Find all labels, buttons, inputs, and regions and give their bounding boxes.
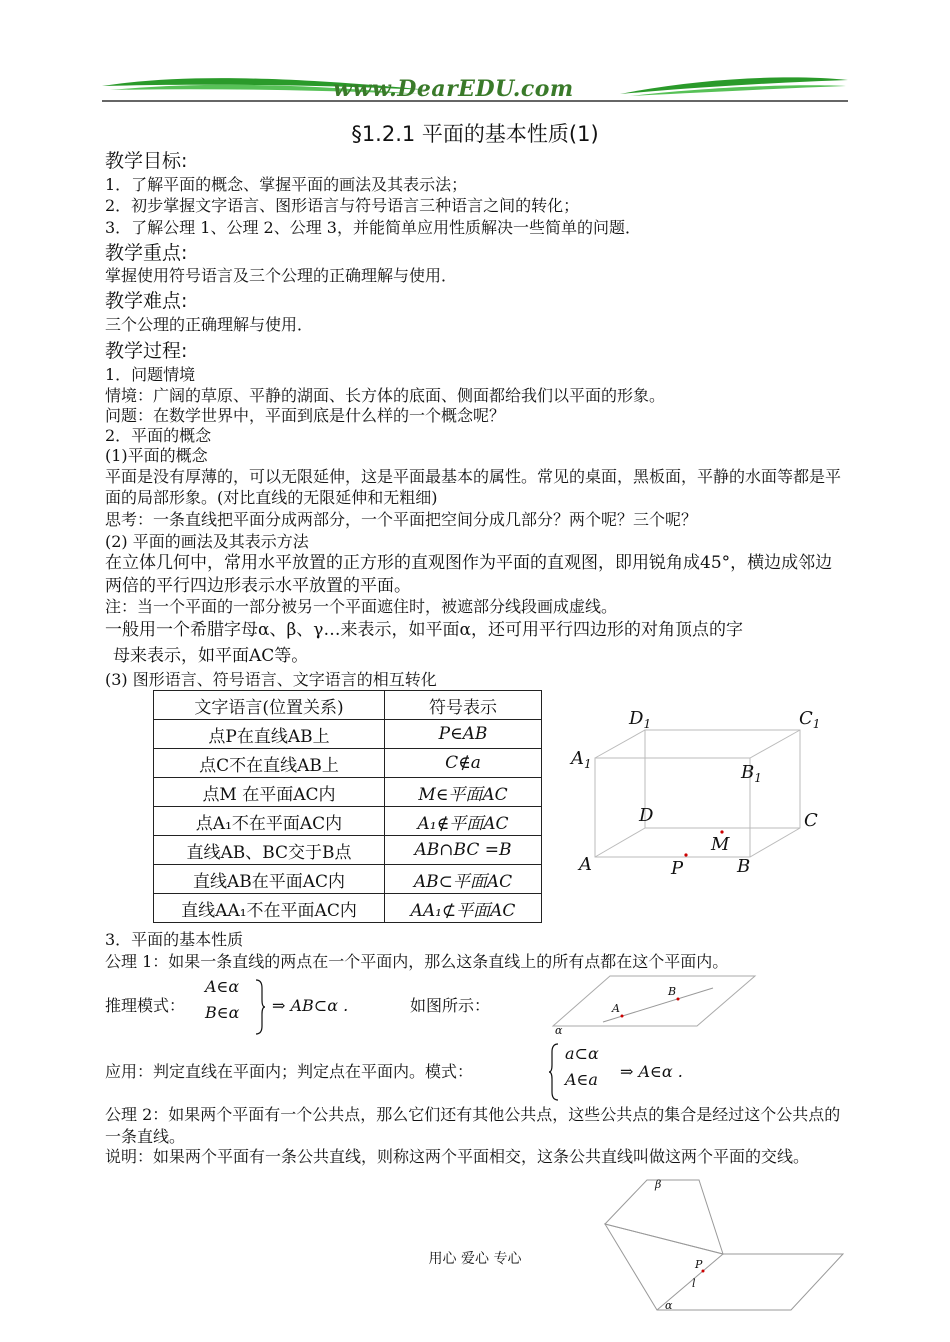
- goal-item: 3．了解公理 1、公理 2、公理 3，并能简单应用性质解决一些简单的问题．: [105, 218, 641, 237]
- process-paragraph: 平面是没有厚薄的，可以无限延伸，这是平面最基本的属性。常见的桌面，黑板面，平静的水面等都是平面的局部形象。(对比直线的无限延伸和无粗细): [105, 467, 842, 507]
- table-row: [154, 865, 542, 894]
- table-cell: 直线AA₁不在平面AC内: [154, 894, 385, 923]
- table-cell: A₁∉平面AC: [385, 807, 542, 836]
- application-label: 应用：判定直线在平面内；判定点在平面内。模式：: [105, 1062, 474, 1081]
- table-row: [154, 807, 542, 836]
- application-premises: [565, 1041, 599, 1093]
- key-text: 掌握使用符号语言及三个公理的正确理解与使用．: [105, 266, 458, 285]
- difficulty-text: 三个公理的正确理解与使用．: [105, 315, 314, 334]
- table-cell: AB⊂平面AC: [385, 865, 542, 894]
- fig1-label-a: A: [612, 1002, 620, 1015]
- section3-heading: 3．平面的基本性质: [105, 930, 244, 949]
- label-d1-sub: 1: [643, 717, 652, 731]
- process-line: 一般用一个希腊字母α、β、γ…来表示，如平面α，还可用平行四边形的对角顶点的字: [105, 620, 743, 640]
- table-row: [154, 894, 542, 923]
- fig2-label-alpha: α: [665, 1299, 673, 1312]
- process-paragraph: 在立体几何中，常用水平放置的正方形的直观图作为平面的直观图，即用锐角成45°，横边成邻边两倍的平行四边形表示水平放置的平面。: [105, 553, 833, 596]
- label-b1-sub: 1: [754, 771, 762, 785]
- table-cell: 点M 在平面AC内: [154, 778, 385, 807]
- process-line: 1．问题情境: [105, 365, 196, 384]
- axiom1-text: 公理 1：如果一条直线的两点在一个平面内，那么这条直线上的所有点都在这个平面内。: [105, 952, 729, 971]
- page-footer: 用心 爱心 专心: [428, 1251, 522, 1267]
- table-cell: AA₁⊄平面AC: [385, 894, 542, 923]
- point-p-dot: [684, 853, 687, 856]
- goal-item: 1．了解平面的概念、掌握平面的画法及其表示法；: [105, 175, 468, 194]
- table-cell: 点P在直线AB上: [154, 720, 385, 749]
- page-title: §1.2.1 平面的基本性质(1): [351, 122, 599, 146]
- label-b: B: [737, 856, 751, 877]
- process-line: 注：当一个平面的一部分被另一个平面遮住时，被遮部分线段画成虚线。: [105, 597, 618, 616]
- note-text: 说明：如果两个平面有一条公共直线，则称这两个平面相交，这条公共直线叫做这两个平面的交线。: [105, 1147, 810, 1166]
- difficulty-heading: 教学难点:: [105, 290, 188, 312]
- svg-text:C1: [799, 708, 820, 731]
- table-cell: 点A₁不在平面AC内: [154, 807, 385, 836]
- table-cell: AB∩BC =B: [385, 836, 542, 865]
- process-line: (3) 图形语言、符号语言、文字语言的相互转化: [105, 670, 437, 689]
- premise-line: A∈α: [205, 977, 240, 996]
- table-cell: P∈AB: [385, 720, 542, 749]
- goal-item: 2．初步掌握文字语言、图形语言与符号语言三种语言之间的转化；: [105, 196, 580, 215]
- language-table: [153, 690, 542, 923]
- label-d1: D: [629, 708, 644, 729]
- svg-text:A1: [569, 748, 592, 771]
- table-row: [154, 778, 542, 807]
- label-m: M: [711, 834, 730, 855]
- cube-figure: [565, 700, 845, 885]
- fig1-label-b: B: [668, 985, 677, 998]
- table-row: [154, 749, 542, 778]
- svg-text:D1: [628, 708, 651, 731]
- process-line: 思考：一条直线把平面分成两部分，一个平面把空间分成几部分？两个呢？三个呢？: [105, 510, 698, 529]
- label-a1-sub: 1: [584, 757, 592, 771]
- goals-heading: 教学目标:: [105, 150, 188, 172]
- fig2-label-l: l: [692, 1277, 696, 1290]
- plane-figure-1: [545, 970, 765, 1040]
- left-brace-icon: [548, 1042, 560, 1102]
- process-line: (1)平面的概念: [105, 446, 208, 465]
- table-cell: C∉a: [385, 749, 542, 778]
- process-line: 情境：广阔的草原、平静的湖面、长方体的底面、侧面都给我们以平面的形象。: [105, 386, 666, 405]
- fig1-label-alpha: α: [555, 1024, 563, 1037]
- table-cell: 点C不在直线AB上: [154, 749, 385, 778]
- premise-line: A∈a: [565, 1070, 598, 1089]
- label-p: P: [671, 858, 684, 879]
- table-cell: 直线AB、BC交于B点: [154, 836, 385, 865]
- application-result: ⇒ A∈α .: [620, 1062, 683, 1081]
- right-brace-icon: [254, 978, 266, 1036]
- label-d: D: [639, 805, 654, 826]
- table-cell: 直线AB在平面AC内: [154, 865, 385, 894]
- table-header-row: [154, 691, 542, 720]
- process-heading: 教学过程:: [105, 340, 188, 362]
- process-line: 母来表示，如平面AC等。: [113, 646, 309, 666]
- inference-label: 推理模式：: [105, 996, 186, 1015]
- process-line: 2．平面的概念: [105, 426, 212, 445]
- label-a: A: [579, 854, 592, 875]
- label-a1: A: [571, 748, 584, 769]
- label-c1-sub: 1: [812, 717, 821, 731]
- key-heading: 教学重点:: [105, 242, 188, 264]
- axiom2-text: 公理 2：如果两个平面有一个公共点，那么它们还有其他公共点，这些公共点的集合是经过这个公共点的一条直线。: [105, 1105, 841, 1146]
- premise-line: a⊂α: [565, 1044, 599, 1063]
- process-line: (2) 平面的画法及其表示方法: [105, 532, 309, 551]
- process-line: 问题：在数学世界中，平面到底是什么样的一个概念呢？: [105, 406, 506, 425]
- plane-figure-2: [595, 1172, 845, 1317]
- table-row: [154, 836, 542, 865]
- see-figure-text: 如图所示：: [410, 996, 491, 1015]
- fig2-label-beta: β: [655, 1178, 662, 1191]
- table-cell: M∈平面AC: [385, 778, 542, 807]
- inference-premises: [205, 974, 239, 1026]
- inference-result: ⇒ AB⊂α .: [272, 996, 349, 1015]
- premise-line: B∈α: [205, 1003, 240, 1022]
- table-header: 符号表示: [385, 691, 542, 720]
- label-b1: B: [741, 762, 755, 783]
- fig2-label-p: P: [695, 1258, 703, 1271]
- table-row: [154, 720, 542, 749]
- site-logo-text: www.DearEDU.com: [333, 76, 574, 102]
- label-c1: C: [799, 708, 813, 729]
- table-header: 文字语言(位置关系): [154, 691, 385, 720]
- svg-text:B1: [740, 762, 762, 785]
- label-c: C: [804, 810, 818, 831]
